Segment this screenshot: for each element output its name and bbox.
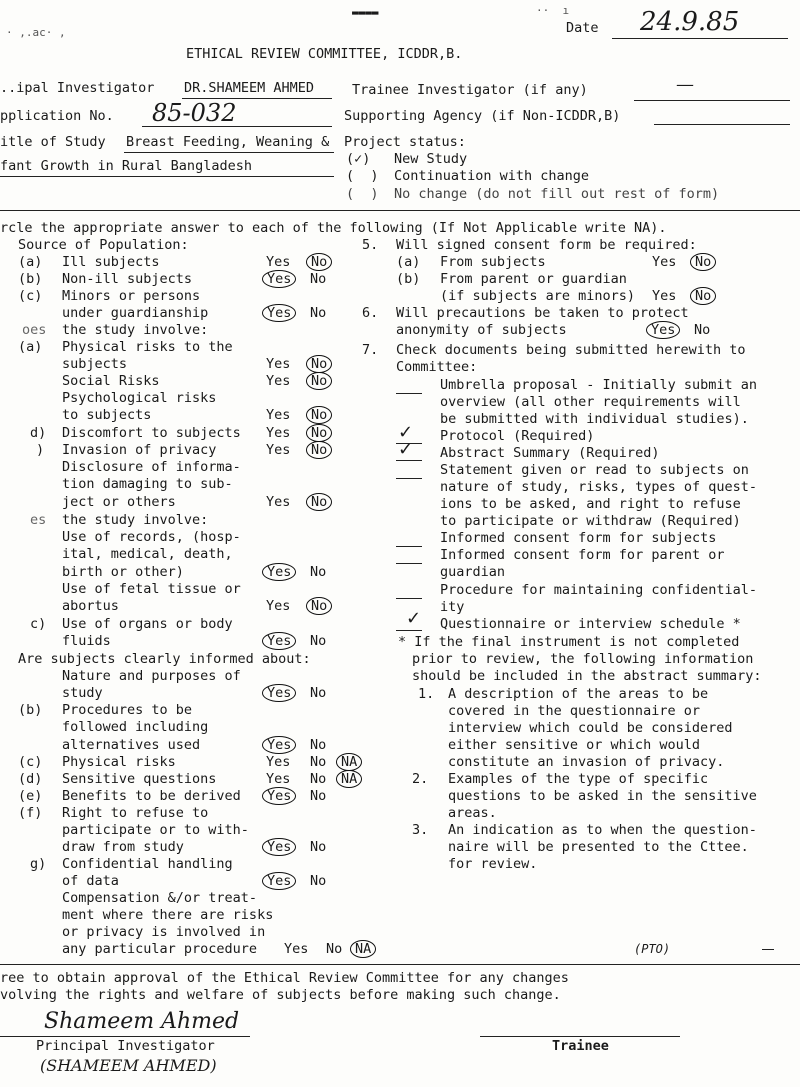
- q2a-index: (a): [18, 339, 43, 355]
- n2-line-1: Examples of the type of specific: [448, 771, 709, 787]
- agency-underline: [654, 124, 790, 125]
- q6-yes[interactable]: Yes: [646, 321, 680, 339]
- q1c-no[interactable]: No: [310, 305, 327, 321]
- right-marks: ·· ı: [536, 4, 570, 17]
- q2b-no-circled[interactable]: [310, 373, 332, 390]
- trainee-underline: [634, 100, 790, 101]
- q5a-no-circled[interactable]: [694, 254, 716, 271]
- n2-line-3: areas.: [448, 805, 497, 821]
- top-marks: ▬▬▬▬: [352, 6, 379, 19]
- pi-caption: Principal Investigator: [36, 1038, 215, 1054]
- q4f-label-3: draw from study: [62, 839, 184, 855]
- q4g-no[interactable]: No: [310, 873, 327, 889]
- q5a-no[interactable]: No: [690, 253, 716, 271]
- d4-label-4: to participate or withdraw (Required): [440, 513, 741, 529]
- q4g-yes-circled[interactable]: [266, 873, 296, 890]
- d8-checkbox[interactable]: [396, 630, 422, 631]
- q2f-no[interactable]: No: [306, 493, 332, 511]
- q4c-no[interactable]: No: [310, 754, 327, 770]
- q2a-no-circled[interactable]: [310, 356, 332, 373]
- q3a-no[interactable]: No: [310, 564, 327, 580]
- q4c-index: (c): [18, 754, 43, 770]
- q4a-label-2: study: [62, 685, 103, 701]
- q2f-label-1: Disclosure of informa-: [62, 459, 241, 475]
- q4e-no[interactable]: No: [310, 788, 327, 804]
- q1c-yes[interactable]: Yes: [262, 304, 296, 322]
- q2-index: oes: [22, 322, 47, 338]
- n3-line-3: for review.: [448, 856, 538, 872]
- q5b-label-2: (if subjects are minors): [440, 288, 636, 304]
- q2d-no[interactable]: No: [306, 424, 332, 442]
- q4d-na-circled[interactable]: [340, 771, 362, 788]
- d4-label-3: ions to be asked, and right to refuse: [440, 496, 741, 512]
- d1-label-1: Umbrella proposal - Initially submit an: [440, 377, 757, 393]
- q2a-label-1: Physical risks to the: [62, 339, 233, 355]
- footer-divider: [0, 964, 800, 965]
- d2-label: Protocol (Required): [440, 428, 595, 444]
- q5a-yes[interactable]: Yes: [652, 254, 677, 270]
- date-value: 24.9.85: [640, 7, 740, 37]
- q1a-index: (a): [18, 254, 43, 270]
- q2e-label: Invasion of privacy: [62, 442, 217, 458]
- q4h-label-1: Compensation &/or treat-: [62, 890, 258, 906]
- study-line1: Breast Feeding, Weaning &: [126, 134, 330, 150]
- q4a-yes[interactable]: Yes: [262, 684, 296, 702]
- q4f-yes-circled[interactable]: [266, 839, 296, 856]
- d1-checkbox[interactable]: [396, 393, 422, 394]
- q3b-label-2: abortus: [62, 598, 119, 614]
- trainee-label: Trainee Investigator (if any): [352, 82, 588, 98]
- q2c-label-2: to subjects: [62, 407, 152, 423]
- q5b-yes[interactable]: Yes: [652, 288, 677, 304]
- form-title: ETHICAL REVIEW COMMITTEE, ICDDR,B.: [186, 46, 463, 62]
- agreement-line-1: ree to obtain approval of the Ethical Review Committee for any changes: [0, 970, 569, 986]
- section-divider: [0, 210, 800, 211]
- d4-label-1: Statement given or read to subjects on: [440, 462, 749, 478]
- d1-label-3: be submitted with individual studies).: [440, 411, 749, 427]
- q4g-label-1: Confidential handling: [62, 856, 233, 872]
- q3a-yes[interactable]: Yes: [262, 563, 296, 581]
- d6-label-1: Informed consent form for parent or: [440, 547, 725, 563]
- q5b-label-1: From parent or guardian: [440, 271, 627, 287]
- q4b-label-3: alternatives used: [62, 737, 201, 753]
- note-line-3: should be included in the abstract summary:: [412, 668, 762, 684]
- q3a-label-3: birth or other): [62, 564, 184, 580]
- q4g-label-2: of data: [62, 873, 119, 889]
- n3-line-2: naire will be presented to the Cttee.: [448, 839, 749, 855]
- q3c-yes-circled[interactable]: [266, 633, 296, 650]
- status-continuation: Continuation with change: [394, 168, 590, 184]
- q7-index: 7.: [362, 342, 379, 358]
- q4d-na[interactable]: NA: [336, 770, 362, 788]
- q2f-yes[interactable]: Yes: [266, 494, 291, 510]
- d3-check-icon[interactable]: ✓: [398, 439, 414, 460]
- q1c-label-1: Minors or persons: [62, 288, 201, 304]
- pi-label: ..ipal Investigator: [0, 80, 155, 96]
- q2e-yes[interactable]: Yes: [266, 442, 291, 458]
- d6-checkbox[interactable]: [396, 563, 422, 564]
- date-label: Date: [566, 20, 599, 36]
- status-label: Project status:: [344, 134, 466, 150]
- study-label: itle of Study: [0, 134, 106, 150]
- q2-label: the study involve:: [62, 322, 209, 338]
- d8-check-icon[interactable]: ✓: [406, 608, 422, 629]
- trainee-caption: Trainee: [552, 1038, 609, 1054]
- q4b-label-1: Procedures to be: [62, 702, 193, 718]
- q4-label: Are subjects clearly informed about:: [18, 651, 311, 667]
- q1c-label-2: under guardianship: [62, 305, 209, 321]
- q2c-label-1: Psychological risks: [62, 390, 217, 406]
- n3-index: 3.: [412, 822, 429, 838]
- q6-label-2: anonymity of subjects: [396, 322, 567, 338]
- q2d-index: d): [30, 425, 47, 441]
- q2e-no[interactable]: No: [306, 441, 332, 459]
- study-underline-1: [124, 152, 334, 153]
- pi-printed-name: (SHAMEEM AHMED): [40, 1056, 217, 1075]
- d2-check-icon[interactable]: ✓: [398, 422, 414, 443]
- q1b-index: (b): [18, 271, 43, 287]
- q4a-yes-circled[interactable]: [266, 685, 296, 702]
- n1-line-1: A description of the areas to be: [448, 686, 709, 702]
- q1b-label: Non-ill subjects: [62, 271, 193, 287]
- q4g-index: g): [30, 856, 47, 872]
- q5-index: 5.: [362, 237, 379, 253]
- d3-checkbox[interactable]: [396, 460, 422, 461]
- d3-label: Abstract Summary (Required): [440, 445, 660, 461]
- q4h-na[interactable]: NA: [350, 940, 376, 958]
- q4e-index: (e): [18, 788, 43, 804]
- application-underline: [142, 126, 332, 127]
- d4-label-2: nature of study, risks, types of quest-: [440, 479, 757, 495]
- q4d-yes[interactable]: Yes: [266, 771, 291, 787]
- trainee-signature-line: [480, 1036, 680, 1037]
- status-new-study: New Study: [394, 151, 468, 167]
- q2d-no-circled[interactable]: [310, 425, 332, 442]
- n1-line-5: constitute an invasion of privacy.: [448, 754, 725, 770]
- q3b-no[interactable]: No: [306, 597, 332, 615]
- q5b-index: (b): [396, 271, 421, 287]
- q2c-no[interactable]: No: [306, 406, 332, 424]
- note-line-1: * If the final instrument is not completed: [398, 634, 740, 650]
- q3c-label-1: Use of organs or body: [62, 616, 233, 632]
- q4b-yes-circled[interactable]: [266, 737, 296, 754]
- trainee-value: —: [676, 74, 694, 95]
- d8-label: Questionnaire or interview schedule *: [440, 616, 741, 632]
- q6-label-1: Will precautions be taken to protect: [396, 305, 689, 321]
- d1-label-2: overview (all other requirements will: [440, 394, 741, 410]
- d5-label: Informed consent form for subjects: [440, 530, 717, 546]
- q2d-label: Discomfort to subjects: [62, 425, 241, 441]
- q3b-label-1: Use of fetal tissue or: [62, 581, 241, 597]
- q5b-no[interactable]: No: [690, 287, 716, 305]
- agreement-line-2: volving the rights and welfare of subjects before making such change.: [0, 987, 561, 1003]
- q4e-yes[interactable]: Yes: [262, 787, 296, 805]
- q5a-index: (a): [396, 254, 421, 270]
- q1b-no[interactable]: No: [310, 271, 327, 287]
- q3c-label-2: fluids: [62, 633, 111, 649]
- agency-label: Supporting Agency (if Non-ICDDR,B): [344, 108, 621, 124]
- q3b-no-circled[interactable]: [310, 598, 332, 615]
- instruction-text: rcle the appropriate answer to each of the following (If Not Applicable write NA).: [0, 220, 667, 236]
- study-underline-2: [0, 176, 334, 177]
- q5b-no-circled[interactable]: [694, 288, 716, 305]
- q2a-label-2: subjects: [62, 356, 128, 372]
- q2b-no[interactable]: No: [306, 372, 332, 390]
- q4b-index: (b): [18, 702, 43, 718]
- pto-label: (PTO): [634, 942, 671, 956]
- q1a-no[interactable]: No: [306, 253, 332, 271]
- q4b-yes[interactable]: Yes: [262, 736, 296, 754]
- q1b-yes[interactable]: Yes: [262, 270, 296, 288]
- q2f-no-circled[interactable]: [310, 494, 332, 511]
- q2e-no-circled[interactable]: [310, 442, 332, 459]
- d4-checkbox[interactable]: [396, 478, 422, 479]
- n1-line-4: either sensitive or which would: [448, 737, 700, 753]
- q4b-label-2: followed including: [62, 719, 209, 735]
- status-nochange: No change (do not fill out rest of form): [394, 186, 720, 202]
- q4h-label-2: ment where there are risks: [62, 907, 274, 923]
- q4c-na-circled[interactable]: [340, 754, 362, 771]
- study-line2: fant Growth in Rural Bangladesh: [0, 158, 252, 174]
- q4d-no[interactable]: No: [310, 771, 327, 787]
- q4f-yes[interactable]: Yes: [262, 838, 296, 856]
- q7-label-1: Check documents being submitted herewith to: [396, 342, 746, 358]
- n2-index: 2.: [412, 771, 429, 787]
- q4d-index: (d): [18, 771, 43, 787]
- q4f-no[interactable]: No: [310, 839, 327, 855]
- d7-label-2: ity: [440, 599, 465, 615]
- corner-scrawl: · ,.ac· ,: [6, 26, 66, 39]
- q3c-no[interactable]: No: [310, 633, 327, 649]
- q1-label: Source of Population:: [18, 237, 189, 253]
- application-value: 85-032: [152, 99, 237, 127]
- q4e-yes-circled[interactable]: [266, 788, 296, 805]
- q4f-label-1: Right to refuse to: [62, 805, 209, 821]
- q4h-label-4: any particular procedure: [62, 941, 258, 957]
- q4b-no[interactable]: No: [310, 737, 327, 753]
- note-line-2: prior to review, the following information: [412, 651, 754, 667]
- q3c-index: c): [30, 616, 47, 632]
- q2c-no-circled[interactable]: [310, 407, 332, 424]
- q1c-yes-circled[interactable]: [266, 305, 296, 322]
- q5-label: Will signed consent form be required:: [396, 237, 697, 253]
- q3a-label-1: Use of records, (hosp-: [62, 529, 241, 545]
- q4h-label-3: or privacy is involved in: [62, 924, 266, 940]
- q4f-label-2: participate or to with-: [62, 822, 249, 838]
- d7-label-1: Procedure for maintaining confidential-: [440, 582, 757, 598]
- pi-signature: Shameem Ahmed: [44, 1009, 240, 1034]
- q4h-no[interactable]: No: [326, 941, 343, 957]
- status-nochange-box[interactable]: ( ): [346, 186, 379, 202]
- q1a-no-circled[interactable]: [310, 254, 332, 271]
- q2a-yes[interactable]: Yes: [266, 356, 291, 372]
- q4a-label-1: Nature and purposes of: [62, 668, 241, 684]
- q2d-yes[interactable]: Yes: [266, 425, 291, 441]
- q2b-label: Social Risks: [62, 373, 160, 389]
- q1a-yes[interactable]: Yes: [266, 254, 291, 270]
- q4f-index: (f): [18, 805, 43, 821]
- q6-no[interactable]: No: [694, 322, 711, 338]
- pto-dash: [762, 949, 774, 950]
- q3-label: the study involve:: [62, 512, 209, 528]
- q1a-label: Ill subjects: [62, 254, 160, 270]
- q3a-yes-circled[interactable]: [266, 564, 296, 581]
- q3b-yes[interactable]: Yes: [266, 598, 291, 614]
- q1c-index: (c): [18, 288, 43, 304]
- q4g-yes[interactable]: Yes: [262, 872, 296, 890]
- q4h-yes[interactable]: Yes: [284, 941, 309, 957]
- q6-index: 6.: [362, 305, 379, 321]
- pi-value: DR.SHAMEEM AHMED: [184, 80, 315, 96]
- q6-yes-circled[interactable]: [650, 322, 680, 339]
- q3c-yes[interactable]: Yes: [262, 632, 296, 650]
- q4c-label: Physical risks: [62, 754, 176, 770]
- q4e-label: Benefits to be derived: [62, 788, 241, 804]
- status-continuation-box[interactable]: ( ): [346, 168, 379, 184]
- q3-index: es: [30, 512, 47, 528]
- d6-label-2: guardian: [440, 564, 506, 580]
- q4d-label: Sensitive questions: [62, 771, 217, 787]
- q4c-yes[interactable]: Yes: [266, 754, 291, 770]
- q2f-label-2: tion damaging to sub-: [62, 476, 233, 492]
- q4h-na-circled[interactable]: [354, 941, 376, 958]
- n1-index: 1.: [418, 686, 435, 702]
- d5-checkbox[interactable]: [396, 546, 422, 547]
- d7-checkbox[interactable]: [396, 598, 422, 599]
- q2a-no[interactable]: No: [306, 355, 332, 373]
- n3-line-1: An indication as to when the question-: [448, 822, 757, 838]
- status-new-box[interactable]: (✓): [346, 151, 371, 167]
- q3a-label-2: ital, medical, death,: [62, 546, 233, 562]
- q2e-index: ): [36, 442, 45, 458]
- n1-line-3: interview which could be considered: [448, 720, 733, 736]
- pi-signature-line: [0, 1036, 250, 1037]
- n1-line-2: covered in the questionnaire or: [448, 703, 700, 719]
- n2-line-2: questions to be asked in the sensitive: [448, 788, 757, 804]
- q4c-na[interactable]: NA: [336, 753, 362, 771]
- q7-label-2: Committee:: [396, 359, 478, 375]
- q2f-label-3: ject or others: [62, 494, 176, 510]
- q2c-yes[interactable]: Yes: [266, 407, 291, 423]
- q2b-yes[interactable]: Yes: [266, 373, 291, 389]
- q1b-yes-circled[interactable]: [266, 271, 296, 288]
- q4a-no[interactable]: No: [310, 685, 327, 701]
- date-underline: [612, 38, 788, 39]
- q5a-label: From subjects: [440, 254, 546, 270]
- application-label: pplication No.: [0, 108, 114, 124]
